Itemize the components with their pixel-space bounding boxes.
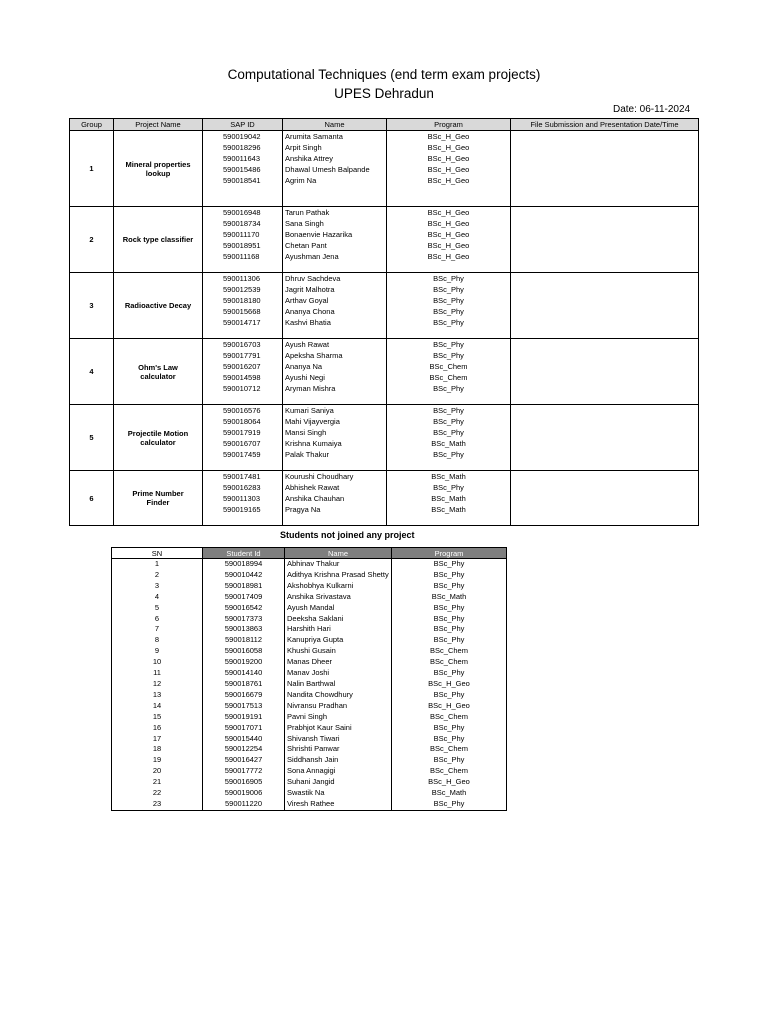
row-student-name: Shivansh Tiwari	[285, 734, 392, 745]
submission-cell	[511, 273, 699, 339]
row-student-program: BSc_H_Geo	[392, 777, 507, 788]
member-name: Aryman Mishra	[285, 384, 336, 393]
row-student-program: BSc_Phy	[392, 734, 507, 745]
member-sap-id: 590017481	[223, 472, 261, 481]
row-student-program: BSc_Chem	[392, 712, 507, 723]
member-sap-id: 590011306	[223, 274, 260, 283]
row-student-name: Sona Annagigi	[285, 766, 392, 777]
program-cell	[387, 207, 511, 273]
row-student-id: 590010442	[203, 570, 285, 581]
row-student-id: 590017409	[203, 592, 285, 603]
member-name: Abhishek Rawat	[285, 483, 340, 492]
member-sap-id: 590014598	[223, 373, 261, 382]
row-student-name: Nivransu Pradhan	[285, 701, 392, 712]
member-program: BSc_H_Geo	[427, 154, 470, 163]
submission-cell	[511, 471, 699, 526]
project-name: Rock type classifier	[114, 207, 203, 273]
col-header-project-name: Project Name	[114, 119, 203, 131]
project-table	[69, 118, 699, 526]
member-name: Ayushman Jena	[285, 252, 339, 261]
member-program: BSc_H_Geo	[427, 165, 470, 174]
row-sn: 20	[112, 766, 203, 777]
row-student-program: BSc_Phy	[392, 614, 507, 625]
project-group-row	[70, 471, 699, 526]
member-name: Pragya Na	[285, 505, 321, 514]
table-row	[112, 766, 507, 777]
row-student-program: BSc_Chem	[392, 646, 507, 657]
row-student-name: Ayush Mandal	[285, 603, 392, 614]
member-program: BSc_H_Geo	[427, 143, 470, 152]
row-student-program: BSc_Phy	[392, 570, 507, 581]
row-sn: 9	[112, 646, 203, 657]
member-program: BSc_Math	[431, 472, 466, 481]
program-cell	[387, 273, 511, 339]
col-header-group: Group	[70, 119, 114, 131]
group-number: 4	[70, 339, 114, 405]
member-name: Agrim Na	[285, 176, 317, 185]
table-row	[112, 581, 507, 592]
row-student-id: 590016542	[203, 603, 285, 614]
row-sn: 21	[112, 777, 203, 788]
row-student-program: BSc_Chem	[392, 766, 507, 777]
member-sap-id: 590012539	[223, 285, 261, 294]
row-sn: 1	[112, 559, 203, 570]
member-sap-id: 590019165	[223, 505, 261, 514]
row-student-id: 590017513	[203, 701, 285, 712]
name-cell	[283, 207, 387, 273]
row-sn: 10	[112, 657, 203, 668]
member-program: BSc_Phy	[433, 417, 464, 426]
project-name: Ohm's Law calculator	[114, 339, 203, 405]
row-student-name: Kanupriya Gupta	[285, 635, 392, 646]
member-program: BSc_H_Geo	[427, 230, 470, 239]
row-student-program: BSc_Math	[392, 592, 507, 603]
row-student-program: BSc_Phy	[392, 603, 507, 614]
row-sn: 16	[112, 723, 203, 734]
row-student-name: Harshith Hari	[285, 624, 392, 635]
submission-cell	[511, 339, 699, 405]
member-sap-id: 590016948	[223, 208, 261, 217]
project-name: Mineral properties lookup	[114, 131, 203, 207]
row-sn: 15	[112, 712, 203, 723]
page-title: Computational Techniques (end term exam projects)	[227, 67, 541, 82]
not-joined-table	[111, 547, 507, 811]
member-sap-id: 590019042	[223, 132, 261, 141]
table-row	[112, 723, 507, 734]
row-student-id: 590017772	[203, 766, 285, 777]
member-program: BSc_Phy	[433, 450, 464, 459]
name-cell	[283, 131, 387, 207]
row-student-name: Shrishti Panwar	[285, 744, 392, 755]
row-student-id: 590013863	[203, 624, 285, 635]
sap-id-cell	[203, 131, 283, 207]
submission-cell	[511, 207, 699, 273]
member-sap-id: 590010712	[223, 384, 261, 393]
member-program: BSc_Math	[431, 494, 466, 503]
col-header-sap-id: SAP ID	[203, 119, 283, 131]
project-name: Projectile Motion calculator	[114, 405, 203, 471]
row-student-program: BSc_Phy	[392, 799, 507, 810]
row-sn: 14	[112, 701, 203, 712]
member-name: Chetan Pant	[285, 241, 327, 250]
table-row	[112, 592, 507, 603]
row-student-program: BSc_Phy	[392, 755, 507, 766]
col-header-name: Name	[283, 119, 387, 131]
member-sap-id: 590017791	[223, 351, 261, 360]
member-sap-id: 590011170	[223, 230, 260, 239]
col-header-student-program: Program	[392, 548, 507, 559]
member-name: Sana Singh	[285, 219, 324, 228]
row-student-id: 590018994	[203, 559, 285, 570]
project-table-body	[70, 131, 699, 526]
group-number: 2	[70, 207, 114, 273]
member-sap-id: 590018064	[223, 417, 261, 426]
member-name: Kourushi Choudhary	[285, 472, 354, 481]
table-row	[112, 712, 507, 723]
table-row	[112, 788, 507, 799]
member-program: BSc_Chem	[429, 373, 468, 382]
member-sap-id: 590018541	[223, 176, 261, 185]
row-student-name: Pavni Singh	[285, 712, 392, 723]
name-cell	[283, 273, 387, 339]
row-sn: 3	[112, 581, 203, 592]
member-program: BSc_H_Geo	[427, 219, 470, 228]
table-row	[112, 690, 507, 701]
table-row	[112, 646, 507, 657]
member-program: BSc_Phy	[433, 285, 464, 294]
row-student-name: Viresh Rathee	[285, 799, 392, 810]
table-row	[112, 734, 507, 745]
row-sn: 5	[112, 603, 203, 614]
row-student-program: BSc_Phy	[392, 581, 507, 592]
member-program: BSc_Math	[431, 439, 466, 448]
table-row	[112, 679, 507, 690]
row-student-id: 590016905	[203, 777, 285, 788]
name-cell	[283, 339, 387, 405]
row-sn: 11	[112, 668, 203, 679]
member-program: BSc_Phy	[433, 307, 464, 316]
member-program: BSc_Phy	[433, 318, 464, 327]
member-program: BSc_Phy	[433, 384, 464, 393]
member-name: Kashvi Bhatia	[285, 318, 331, 327]
project-group-row	[70, 207, 699, 273]
row-student-name: Swastik Na	[285, 788, 392, 799]
row-sn: 17	[112, 734, 203, 745]
table-row	[112, 668, 507, 679]
not-joined-body	[112, 559, 507, 811]
member-name: Apeksha Sharma	[285, 351, 343, 360]
sap-id-cell	[203, 273, 283, 339]
row-student-program: BSc_H_Geo	[392, 679, 507, 690]
member-name: Mansi Singh	[285, 428, 327, 437]
member-sap-id: 590016703	[223, 340, 261, 349]
row-student-id: 590016679	[203, 690, 285, 701]
row-sn: 23	[112, 799, 203, 810]
member-sap-id: 590016283	[223, 483, 261, 492]
member-name: Arthav Goyal	[285, 296, 329, 305]
member-sap-id: 590015668	[223, 307, 261, 316]
member-program: BSc_H_Geo	[427, 132, 470, 141]
member-name: Anshika Chauhan	[285, 494, 345, 503]
member-sap-id: 590017459	[223, 450, 261, 459]
row-student-id: 590019200	[203, 657, 285, 668]
row-student-name: Adithya Krishna Prasad Shetty	[285, 570, 392, 581]
member-program: BSc_H_Geo	[427, 176, 470, 185]
row-student-name: Akshobhya Kulkarni	[285, 581, 392, 592]
row-sn: 6	[112, 614, 203, 625]
col-header-submission: File Submission and Presentation Date/Time	[511, 119, 699, 131]
row-student-program: BSc_Phy	[392, 723, 507, 734]
name-cell	[283, 405, 387, 471]
table-row	[112, 657, 507, 668]
row-sn: 13	[112, 690, 203, 701]
row-student-id: 590017373	[203, 614, 285, 625]
table-row	[112, 701, 507, 712]
member-sap-id: 590018951	[223, 241, 261, 250]
row-student-name: Prabhjot Kaur Saini	[285, 723, 392, 734]
member-sap-id: 590018296	[223, 143, 261, 152]
program-cell	[387, 131, 511, 207]
member-name: Dhawal Umesh Balpande	[285, 165, 370, 174]
row-student-id: 590014140	[203, 668, 285, 679]
member-name: Jagrit Malhotra	[285, 285, 335, 294]
group-number: 6	[70, 471, 114, 526]
member-name: Tarun Pathak	[285, 208, 330, 217]
sap-id-cell	[203, 471, 283, 526]
member-sap-id: 590016707	[223, 439, 261, 448]
row-student-program: BSc_Phy	[392, 690, 507, 701]
row-student-id: 590015440	[203, 734, 285, 745]
row-student-program: BSc_Phy	[392, 559, 507, 570]
name-cell	[283, 471, 387, 526]
row-student-program: BSc_Phy	[392, 635, 507, 646]
row-student-name: Manas Dheer	[285, 657, 392, 668]
submission-cell	[511, 405, 699, 471]
row-student-id: 590019191	[203, 712, 285, 723]
row-sn: 19	[112, 755, 203, 766]
group-number: 5	[70, 405, 114, 471]
table-row	[112, 635, 507, 646]
row-student-name: Khushi Gusain	[285, 646, 392, 657]
group-number: 3	[70, 273, 114, 339]
member-name: Ananya Na	[285, 362, 323, 371]
member-name: Mahi Vijayvergia	[285, 417, 340, 426]
row-student-program: BSc_Phy	[392, 668, 507, 679]
row-student-name: Anshika Srivastava	[285, 592, 392, 603]
member-program: BSc_H_Geo	[427, 252, 470, 261]
row-student-id: 590012254	[203, 744, 285, 755]
row-student-name: Siddhansh Jain	[285, 755, 392, 766]
member-sap-id: 590017919	[223, 428, 261, 437]
member-sap-id: 590011168	[223, 252, 260, 261]
member-name: Ayushi Negi	[285, 373, 325, 382]
row-student-program: BSc_Math	[392, 788, 507, 799]
row-student-name: Nalin Barthwal	[285, 679, 392, 690]
row-sn: 7	[112, 624, 203, 635]
row-sn: 22	[112, 788, 203, 799]
member-name: Ananya Chona	[285, 307, 335, 316]
row-student-id: 590018761	[203, 679, 285, 690]
project-group-row	[70, 131, 699, 207]
member-sap-id: 590016576	[223, 406, 261, 415]
member-name: Dhruv Sachdeva	[285, 274, 341, 283]
sap-id-cell	[203, 339, 283, 405]
row-student-program: BSc_Chem	[392, 744, 507, 755]
not-joined-header	[112, 548, 507, 559]
row-student-program: BSc_Phy	[392, 624, 507, 635]
col-header-program: Program	[387, 119, 511, 131]
col-header-student-id: Student Id	[203, 548, 285, 559]
col-header-student-name: Name	[285, 548, 392, 559]
program-cell	[387, 471, 511, 526]
table-row	[112, 755, 507, 766]
program-cell	[387, 405, 511, 471]
member-name: Ayush Rawat	[285, 340, 330, 349]
row-student-id: 590016427	[203, 755, 285, 766]
member-name: Bonaenvie Hazarika	[285, 230, 353, 239]
member-program: BSc_Phy	[433, 274, 464, 283]
row-student-id: 590011220	[203, 799, 285, 810]
member-name: Krishna Kumaiya	[285, 439, 342, 448]
row-student-name: Suhani Jangid	[285, 777, 392, 788]
project-group-row	[70, 405, 699, 471]
row-student-name: Nandita Chowdhury	[285, 690, 392, 701]
row-student-program: BSc_Chem	[392, 657, 507, 668]
member-name: Anshika Attrey	[285, 154, 333, 163]
table-row	[112, 799, 507, 810]
member-program: BSc_H_Geo	[427, 208, 470, 217]
row-sn: 2	[112, 570, 203, 581]
member-sap-id: 590016207	[223, 362, 261, 371]
member-sap-id: 590018180	[223, 296, 261, 305]
program-cell	[387, 339, 511, 405]
group-number: 1	[70, 131, 114, 207]
row-student-id: 590016058	[203, 646, 285, 657]
row-sn: 18	[112, 744, 203, 755]
submission-cell	[511, 131, 699, 207]
row-sn: 8	[112, 635, 203, 646]
document-date: Date: 06-11-2024	[613, 104, 691, 115]
member-sap-id: 590011643	[223, 154, 260, 163]
member-sap-id: 590015486	[223, 165, 261, 174]
member-program: BSc_Chem	[429, 362, 468, 371]
row-sn: 4	[112, 592, 203, 603]
member-sap-id: 590018734	[223, 219, 261, 228]
row-sn: 12	[112, 679, 203, 690]
page-subtitle: UPES Dehradun	[334, 86, 434, 101]
member-program: BSc_Phy	[433, 428, 464, 437]
table-row	[112, 559, 507, 570]
table-row	[112, 744, 507, 755]
member-program: BSc_Phy	[433, 351, 464, 360]
sap-id-cell	[203, 405, 283, 471]
member-program: BSc_Math	[431, 505, 466, 514]
member-sap-id: 590011303	[223, 494, 260, 503]
member-name: Kumari Saniya	[285, 406, 334, 415]
member-name: Arpit Singh	[285, 143, 322, 152]
member-program: BSc_H_Geo	[427, 241, 470, 250]
table-row	[112, 777, 507, 788]
member-program: BSc_Phy	[433, 406, 464, 415]
member-sap-id: 590014717	[223, 318, 261, 327]
member-program: BSc_Phy	[433, 296, 464, 305]
row-student-program: BSc_H_Geo	[392, 701, 507, 712]
row-student-name: Manav Joshi	[285, 668, 392, 679]
row-student-id: 590018981	[203, 581, 285, 592]
table-row	[112, 624, 507, 635]
project-name: Radioactive Decay	[114, 273, 203, 339]
member-name: Palak Thakur	[285, 450, 330, 459]
project-name: Prime Number Finder	[114, 471, 203, 526]
table-row	[112, 570, 507, 581]
col-header-sn: SN	[112, 548, 203, 559]
row-student-id: 590017071	[203, 723, 285, 734]
member-name: Arumita Samanta	[285, 132, 343, 141]
not-joined-title: Students not joined any project	[280, 530, 415, 540]
row-student-name: Deeksha Saklani	[285, 614, 392, 625]
row-student-name: Abhinav Thakur	[285, 559, 392, 570]
row-student-id: 590019006	[203, 788, 285, 799]
sap-id-cell	[203, 207, 283, 273]
project-table-header	[70, 119, 699, 131]
table-row	[112, 614, 507, 625]
row-student-id: 590018112	[203, 635, 285, 646]
table-row	[112, 603, 507, 614]
member-program: BSc_Phy	[433, 483, 464, 492]
project-group-row	[70, 339, 699, 405]
member-program: BSc_Phy	[433, 340, 464, 349]
project-group-row	[70, 273, 699, 339]
